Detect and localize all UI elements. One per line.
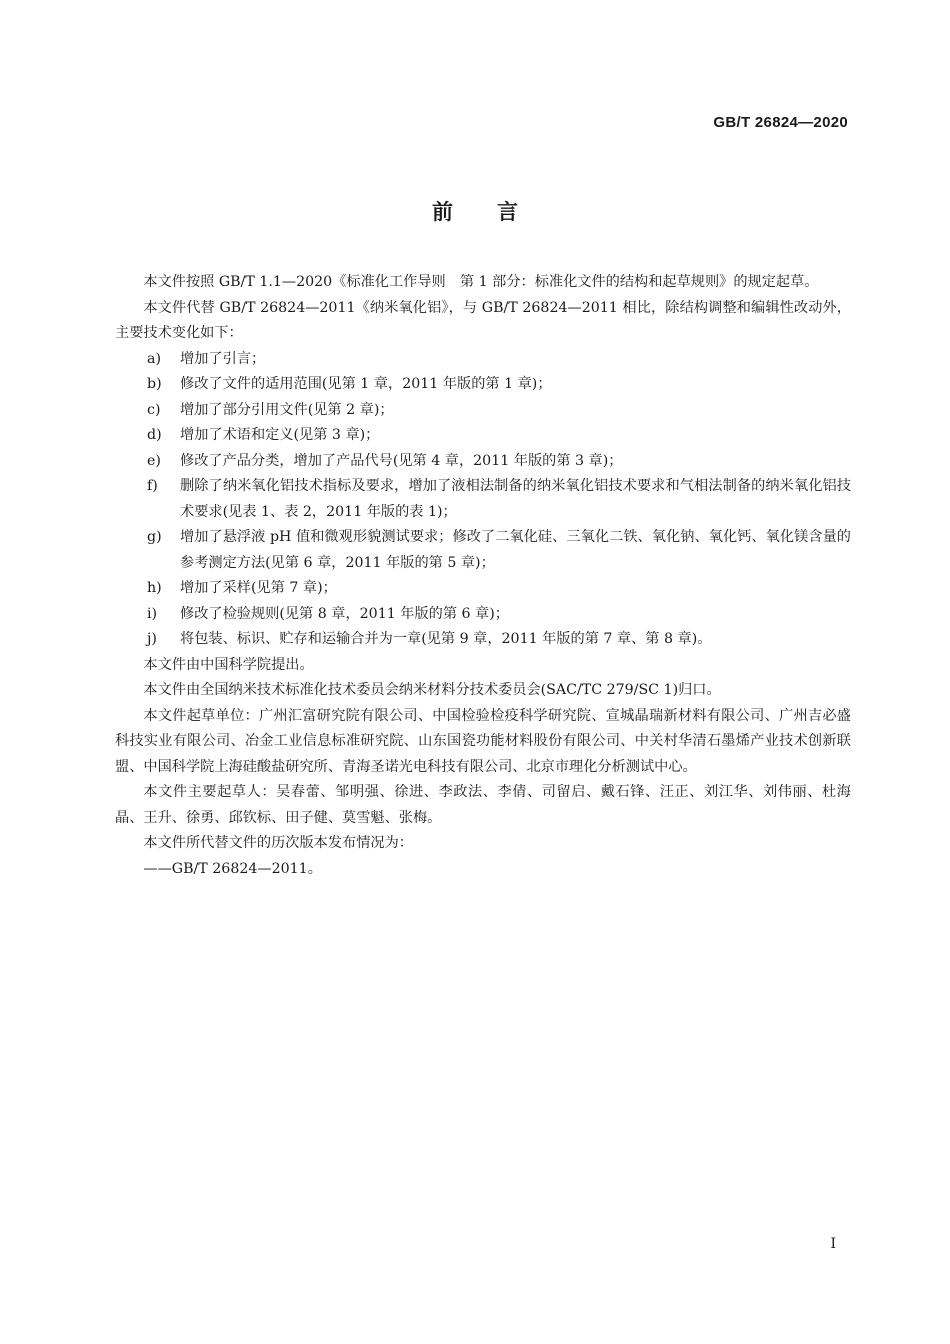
list-item-text: 增加了术语和定义(见第 3 章)； — [180, 427, 380, 443]
list-marker: d) — [147, 427, 162, 443]
foreword-body — [115, 270, 851, 882]
page-title — [0, 196, 950, 226]
list-marker: i) — [147, 605, 158, 622]
page-number: I — [830, 1236, 836, 1252]
paragraph-history-intro: 本文件所代替文件的历次版本发布情况为： — [143, 835, 413, 851]
changes-list — [115, 347, 851, 653]
list-item — [115, 602, 851, 628]
paragraph-drafting-rules: 本文件按照 GB/T 1.1—2020《标准化工作导则 第 1 部分：标准化文件的结构和起草规则》的规定起草。 — [143, 274, 819, 290]
list-item — [115, 347, 851, 373]
list-item — [115, 474, 851, 525]
paragraph-proposer: 本文件由中国科学院提出。 — [143, 656, 314, 673]
list-marker: f) — [147, 478, 158, 494]
list-marker: j) — [147, 631, 157, 647]
paragraph-drafters: 本文件主要起草人：吴春蕾、邹明强、徐进、李政法、李倩、司留启、戴石锋、汪正、刘江华、刘伟丽、杜海晶、王升、徐勇、邱钦标、田子健、莫雪魁、张梅。 — [115, 784, 851, 826]
list-item-text: 将包装、标识、贮存和运输合并为一章(见第 9 章，2011 年版的第 7 章、第 8 章)。 — [180, 631, 712, 647]
list-item-text: 增加了部分引用文件(见第 2 章)； — [180, 401, 394, 418]
list-item — [115, 372, 851, 398]
list-item-text: 增加了引言； — [180, 350, 266, 367]
list-item — [115, 449, 851, 475]
list-marker: a) — [147, 350, 161, 367]
list-item — [115, 423, 851, 449]
list-marker: h) — [147, 580, 162, 596]
title-char-2: 言 — [497, 200, 518, 224]
paragraph-drafting-units: 本文件起草单位：广州汇富研究院有限公司、中国检验检疫科学研究院、宣城晶瑞新材料有限公司、广州吉必盛科技实业有限公司、冶金工业信息标准研究院、山东国瓷功能材料股份有限公司、中关村华清石墨烯产业技术创新联盟、中国科学院上海硅酸盐研究所、青海圣诺光电科技有限公司、北京市理化分析测试中心。 — [115, 707, 851, 775]
list-item-text: 增加了采样(见第 7 章)； — [180, 580, 337, 596]
list-item — [115, 525, 851, 576]
standard-code: GB/T 26824—2020 — [713, 114, 848, 131]
title-char-1: 前 — [432, 200, 453, 224]
paragraph-committee: 本文件由全国纳米技术标准化技术委员会纳米材料分技术委员会(SAC/TC 279/SC 1)归口。 — [143, 682, 721, 698]
paragraph-history-item: ——GB/T 26824—2011。 — [143, 860, 322, 877]
list-marker: b) — [147, 376, 162, 392]
list-marker: e) — [147, 452, 161, 469]
list-item-text: 增加了悬浮液 pH 值和微观形貌测试要求；修改了二氧化硅、三氧化二铁、氧化钠、氧化钙、氧化镁含量的参考测定方法(见第 6 章，2011 年版的第 5 章)； — [180, 529, 851, 571]
list-marker: g) — [147, 529, 162, 545]
list-item-text: 修改了检验规则(见第 8 章，2011 年版的第 6 章)； — [180, 605, 509, 622]
list-item-text: 删除了纳米氧化铝技术指标及要求，增加了液相法制备的纳米氧化铝技术要求和气相法制备的纳米氧化铝技术要求(见表 1、表 2，2011 年版的表 1)； — [180, 478, 851, 520]
list-marker: c) — [147, 401, 161, 418]
list-item — [115, 576, 851, 602]
list-item-text: 修改了产品分类，增加了产品代号(见第 4 章，2011 年版的第 3 章)； — [180, 452, 623, 469]
list-item — [115, 398, 851, 424]
paragraph-replacement: 本文件代替 GB/T 26824—2011《纳米氧化铝》，与 GB/T 26824—2011 相比，除结构调整和编辑性改动外，主要技术变化如下： — [115, 299, 851, 341]
list-item-text: 修改了文件的适用范围(见第 1 章，2011 年版的第 1 章)； — [180, 376, 552, 392]
list-item — [115, 627, 851, 653]
